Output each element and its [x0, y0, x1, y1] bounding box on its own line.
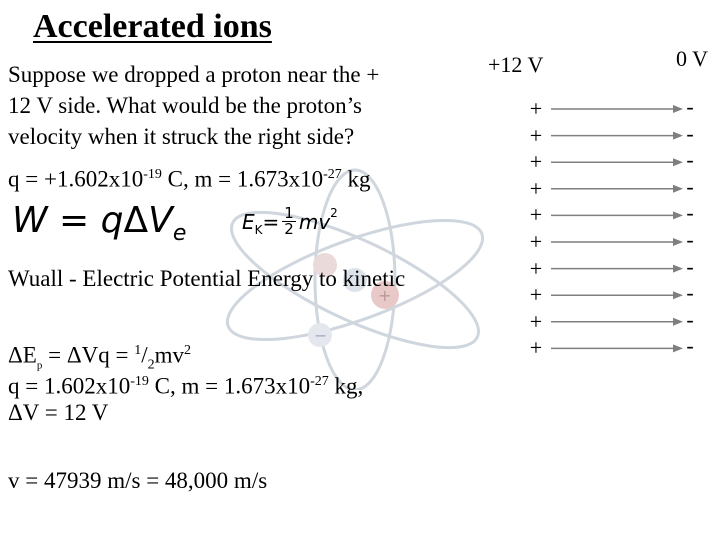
field-arrow-head [673, 211, 683, 219]
minus-sign: - [686, 94, 694, 119]
minus-sign: - [686, 306, 694, 332]
field-arrow-head [673, 105, 683, 113]
svg-text:−: − [314, 326, 328, 345]
plus-sign: + [529, 175, 543, 201]
field-arrow-head [673, 291, 683, 299]
energy-equation: $\Delta E_p = \Delta Vq = ^1/_2mv^2$ [8, 342, 191, 373]
plus-sign: + [529, 149, 543, 175]
minus-sign: - [686, 120, 694, 146]
plus-sign: + [529, 202, 543, 228]
minus-sign: - [686, 147, 694, 173]
slide-title: Accelerated ions [33, 8, 272, 45]
field-arrow-head [673, 265, 683, 273]
field-arrow-head [673, 185, 683, 193]
negative-plate-label: 0 V [676, 46, 708, 71]
answer-line: v = 47939 m/s = 48,000 m/s [8, 468, 268, 493]
minus-sign: - [686, 173, 694, 199]
work-formula: W = qΔV$_e$ [12, 200, 187, 247]
minus-sign: - [686, 200, 694, 226]
section-heading: Wuall - Electric Potential Energy to kinetic [8, 266, 406, 291]
field-arrow-head [673, 318, 683, 326]
plus-sign: + [529, 228, 543, 254]
plus-sign: + [529, 335, 543, 361]
field-arrow-head [673, 238, 683, 246]
minus-sign: - [686, 280, 694, 306]
field-arrow-head [673, 132, 683, 140]
field-arrow-head [673, 344, 683, 352]
positive-plate [528, 96, 544, 362]
minus-sign: - [686, 333, 694, 359]
plus-sign: + [529, 122, 543, 148]
minus-sign: - [686, 253, 694, 279]
field-arrow-head [673, 158, 683, 166]
given-values: $q = 1.602x10^{-19}$ C, $m = 1.673x10^{-27}$ kg, [8, 373, 364, 399]
positive-plate-label: +12 V [488, 52, 544, 77]
electric-field-arrows [547, 96, 687, 366]
plus-sign: + [529, 308, 543, 334]
kinetic-energy-formula: E $_K$ = $\frac{1}{2}$ m v $^2$ [242, 204, 338, 238]
question-line-3: velocity when it struck the right side? [8, 124, 355, 149]
plus-sign: + [529, 96, 543, 121]
question-line-1: Suppose we dropped a proton near the + [8, 62, 380, 87]
question-line-2: 12 V side. What would be the proton’s [8, 93, 362, 118]
voltage-difference: ΔV = 12 V [8, 400, 109, 425]
question-constants: $q = +1.602x10^{-19}$ C, $m = 1.673x10^{-27}$ kg [8, 166, 371, 192]
plus-sign: + [529, 255, 543, 281]
plus-sign: + [529, 282, 543, 308]
svg-text:+: + [378, 286, 392, 305]
minus-sign: - [686, 226, 694, 252]
